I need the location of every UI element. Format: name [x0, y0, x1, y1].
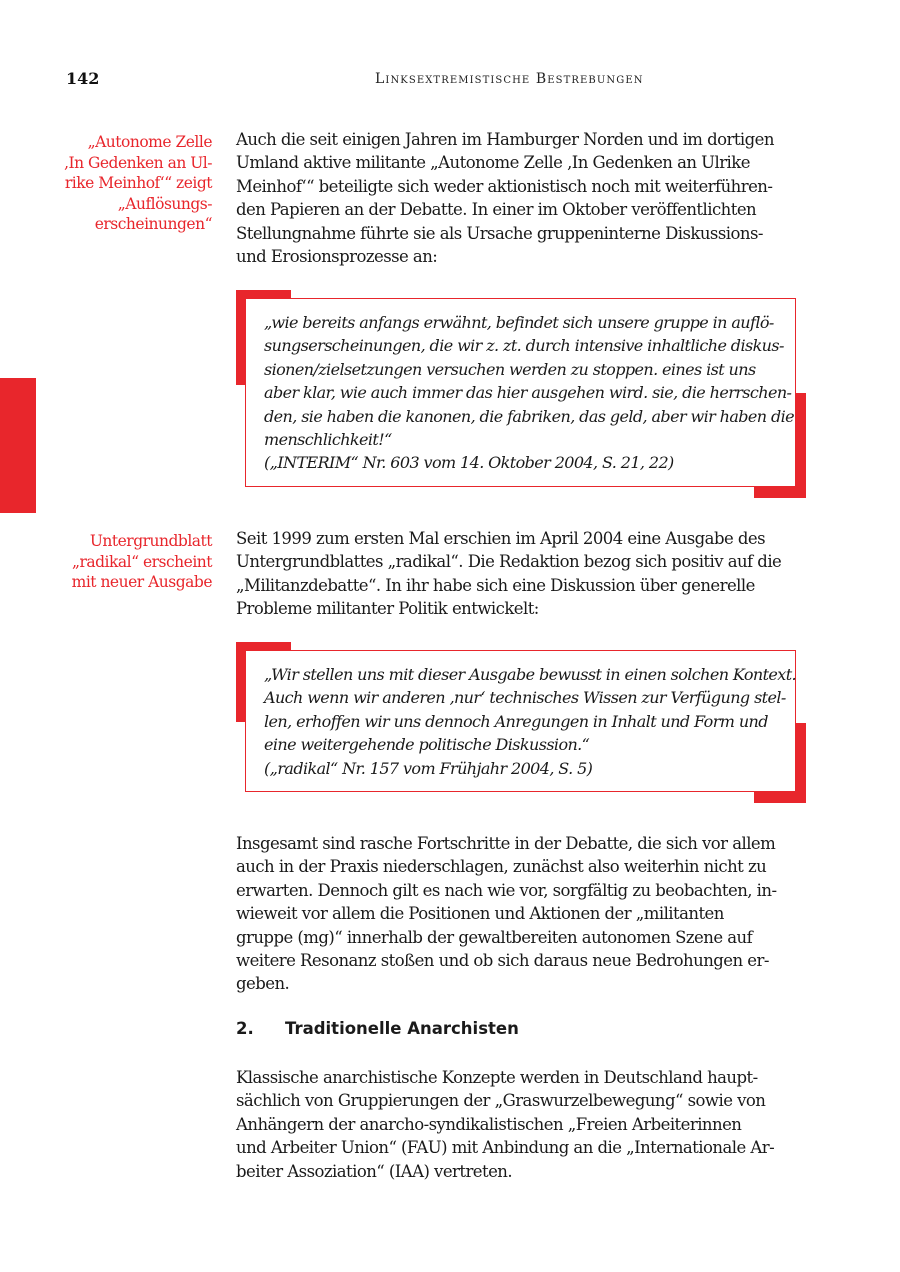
paragraph-radikal [236, 527, 808, 621]
quote-line: eine weitergehende politische Diskussion.“ [264, 735, 590, 755]
quote-line: „wie bereits anfangs erwähnt, befindet sich unsere gruppe in auflö- [264, 313, 774, 332]
text-line: Stellungnahme führte sie als Ursache gruppeninterne Diskussions- [236, 223, 763, 243]
quote-line: „Wir stellen uns mit dieser Ausgabe bewusst in einen solchen Kontext. [264, 665, 797, 684]
paragraph-anarchisten [236, 1066, 808, 1183]
text-line: und Arbeiter Union“ (FAU) mit Anbindung an die „Internationale Ar- [236, 1138, 775, 1158]
text-line: Klassische anarchistische Konzepte werden in Deutschland haupt- [236, 1068, 758, 1087]
text-line: Seit 1999 zum ersten Mal erschien im April 2004 eine Ausgabe des [236, 529, 766, 548]
quote-line: sungserscheinungen, die wir z. zt. durch intensive inhaltliche diskus- [264, 336, 784, 356]
text-line: auch in der Praxis niederschlagen, zunächst also weiterhin nicht zu [236, 857, 767, 877]
margin-note-radikal [40, 531, 212, 593]
quote-text-radikal [264, 663, 796, 780]
text-line: und Erosionsprozesse an: [236, 247, 438, 267]
quote-line: len, erhoffen wir uns dennoch Anregungen in Inhalt und Form und [264, 711, 768, 731]
section-number: 2. [236, 1019, 254, 1038]
quote-line: aber klar, wie auch immer das hier ausgehen wird. sie, die herrschen- [264, 383, 792, 403]
running-header: Linksextremistische Bestrebungen [375, 71, 644, 87]
quote-source: („INTERIM“ Nr. 603 vom 14. Oktober 2004, S. 21, 22) [264, 453, 674, 473]
quote-frame [245, 298, 796, 487]
text-line: Auch die seit einigen Jahren im Hamburger Norden und im dortigen [236, 130, 774, 149]
margin-note-line: erscheinungen“ [94, 215, 212, 233]
margin-note-line: mit neuer Ausgabe [71, 573, 212, 591]
margin-note-line: „radikal“ erscheint [71, 552, 212, 571]
text-line: beiter Assoziation“ (IAA) vertreten. [236, 1161, 513, 1181]
section-title: Traditionelle Anarchisten [285, 1019, 519, 1038]
text-line: wieweit vor allem die Positionen und Aktionen der „militanten [236, 904, 724, 924]
text-line: gruppe (mg)“ innerhalb der gewaltbereiten autonomen Szene auf [236, 927, 753, 947]
text-line: „Militanzdebatte“. In ihr habe sich eine Diskussion über generelle [236, 575, 755, 595]
text-line: den Papieren an der Debatte. In einer im Oktober veröffentlichten [236, 200, 757, 220]
text-line: sächlich von Gruppierungen der „Graswurzelbewegung“ sowie von [236, 1091, 766, 1111]
text-line: geben. [236, 974, 290, 994]
quote-line: Auch wenn wir anderen ‚nur‘ technisches Wissen zur Verfügung stel- [264, 688, 786, 708]
quote-text-interim [264, 311, 794, 475]
side-tab-marker [0, 378, 36, 513]
margin-note-line: Untergrundblatt [89, 532, 212, 550]
text-line: Untergrundblattes „radikal“. Die Redaktion bezog sich positiv auf die [236, 552, 782, 572]
section-heading [236, 1019, 519, 1038]
quote-source: („radikal“ Nr. 157 vom Frühjahr 2004, S. 5) [264, 758, 593, 778]
margin-note-line: „Auflösungs- [117, 194, 212, 213]
text-line: Insgesamt sind rasche Fortschritte in der Debatte, die sich vor allem [236, 834, 776, 853]
margin-note-line: „Autonome Zelle [87, 133, 212, 151]
text-line: Anhängern der anarcho-syndikalistischen „Freien Arbeiterinnen [236, 1114, 742, 1134]
text-line: erwarten. Dennoch gilt es nach wie vor, sorgfältig zu beobachten, in- [236, 880, 777, 900]
quote-line: sionen/zielsetzungen versuchen werden zu stoppen. eines ist uns [264, 359, 756, 379]
text-line: weitere Resonanz stoßen und ob sich daraus neue Bedrohungen er- [236, 951, 769, 971]
quote-line: den, sie haben die kanonen, die fabriken, das geld, aber wir haben die [264, 406, 795, 426]
margin-note-line: rike Meinhof‘“ zeigt [64, 174, 212, 192]
margin-note-autonome-zelle [40, 132, 212, 235]
text-line: Meinhof‘“ beteiligte sich weder aktionistisch noch mit weiterführen- [236, 176, 773, 196]
quote-box-radikal [236, 642, 806, 803]
quote-box-interim [236, 290, 806, 498]
quote-frame [245, 650, 796, 792]
margin-note-line: ‚In Gedenken an Ul- [64, 153, 212, 172]
page-number: 142 [66, 69, 100, 88]
paragraph-autonome-zelle [236, 128, 808, 268]
quote-line: menschlichkeit!“ [264, 430, 392, 450]
paragraph-fortschritte [236, 832, 808, 996]
text-line: Umland aktive militante „Autonome Zelle ‚In Gedenken an Ulrike [236, 153, 750, 173]
text-line: Probleme militanter Politik entwickelt: [236, 599, 539, 619]
